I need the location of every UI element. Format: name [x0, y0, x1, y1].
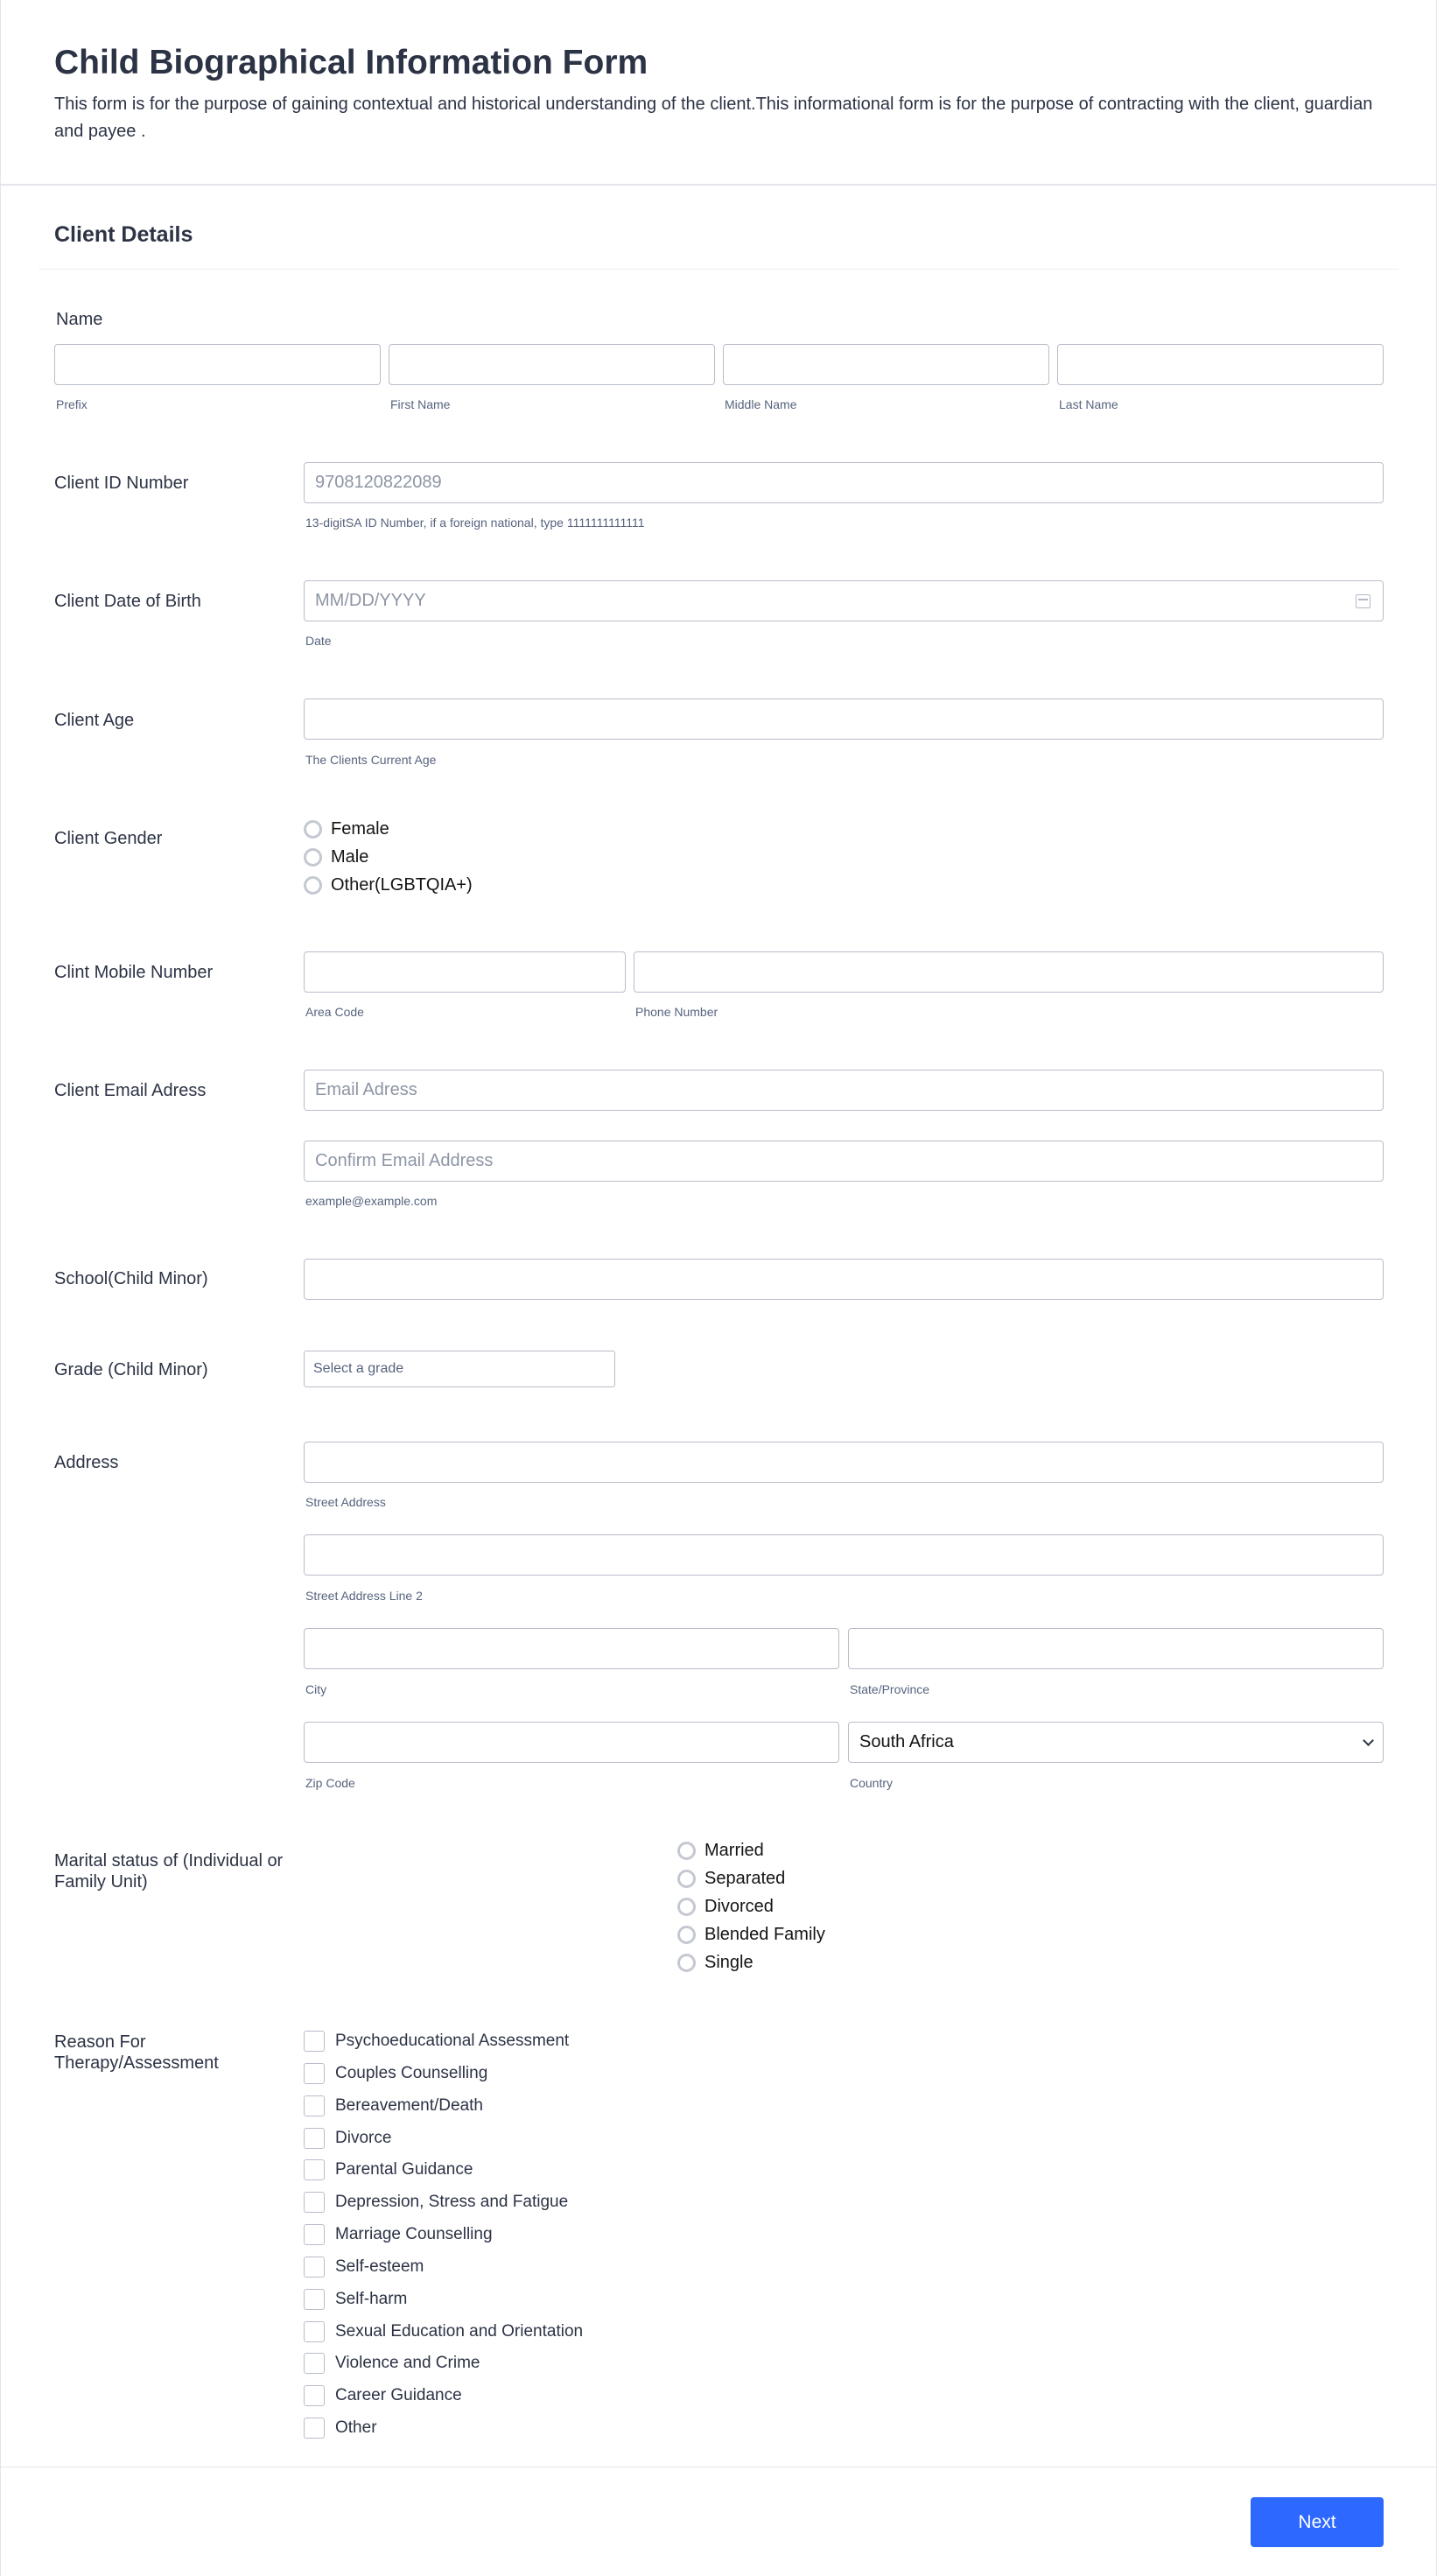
age-input[interactable]	[304, 698, 1384, 740]
city-sublabel: City	[305, 1682, 327, 1696]
form-description: This form is for the purpose of gaining contextual and historical understanding of the client.This informational form is for the purpose of contracting with the client, guardian and payee .	[54, 95, 1373, 141]
marital-option-blended-family[interactable]: Blended Family	[677, 1925, 825, 1945]
reason-option[interactable]: Self-esteem	[304, 2257, 424, 2278]
first-name-input[interactable]	[389, 344, 715, 385]
marital-option-divorced[interactable]: Divorced	[677, 1897, 774, 1917]
radio-icon[interactable]	[677, 1926, 696, 1944]
checkbox-icon[interactable]	[304, 2289, 325, 2310]
radio-icon[interactable]	[304, 848, 322, 867]
checkbox-icon[interactable]	[304, 2095, 325, 2116]
checkbox-icon[interactable]	[304, 2128, 325, 2149]
street-address-2-input[interactable]	[304, 1534, 1384, 1576]
checkbox-icon[interactable]	[304, 2159, 325, 2180]
gender-label: Client Gender	[54, 829, 163, 848]
age-label: Client Age	[54, 711, 135, 730]
prefix-input[interactable]	[54, 344, 381, 385]
mobile-label: Clint Mobile Number	[54, 963, 214, 982]
area-code-sublabel: Area Code	[305, 1005, 364, 1019]
form-title: Child Biographical Information Form	[54, 44, 648, 81]
age-sublabel: The Clients Current Age	[305, 753, 437, 767]
grade-label: Grade (Child Minor)	[54, 1360, 208, 1379]
dob-input[interactable]	[304, 580, 1384, 621]
zip-code-sublabel: Zip Code	[305, 1776, 355, 1790]
country-value: South Africa	[859, 1732, 954, 1751]
radio-icon[interactable]	[677, 1870, 696, 1888]
checkbox-icon[interactable]	[304, 2192, 325, 2213]
confirm-email-input[interactable]	[304, 1141, 1384, 1182]
reason-option[interactable]: Marriage Counselling	[304, 2224, 493, 2245]
email-input[interactable]	[304, 1070, 1384, 1111]
marital-option-single[interactable]: Single	[677, 1953, 754, 1973]
checkbox-icon[interactable]	[304, 2353, 325, 2374]
address-label: Address	[54, 1453, 119, 1472]
chevron-down-icon	[1363, 1735, 1374, 1746]
email-label: Client Email Adress	[54, 1081, 207, 1100]
reason-option[interactable]: Career Guidance	[304, 2385, 462, 2406]
gender-option-male[interactable]: Male	[304, 847, 368, 867]
id-number-label: Client ID Number	[54, 474, 189, 493]
gender-option-female[interactable]: Female	[304, 819, 389, 839]
checkbox-icon[interactable]	[304, 2321, 325, 2342]
street-address-sublabel: Street Address	[305, 1495, 386, 1509]
radio-icon[interactable]	[677, 1954, 696, 1972]
state-sublabel: State/Province	[850, 1682, 930, 1696]
middle-name-sublabel: Middle Name	[725, 397, 797, 411]
checkbox-icon[interactable]	[304, 2063, 325, 2084]
reason-option[interactable]: Self-harm	[304, 2289, 407, 2310]
phone-number-input[interactable]	[634, 951, 1384, 993]
prefix-sublabel: Prefix	[56, 397, 88, 411]
phone-number-sublabel: Phone Number	[635, 1005, 718, 1019]
section-divider	[39, 269, 1398, 270]
school-label: School(Child Minor)	[54, 1269, 208, 1288]
last-name-input[interactable]	[1057, 344, 1384, 385]
checkbox-icon[interactable]	[304, 2418, 325, 2439]
name-label: Name	[56, 310, 103, 329]
checkbox-icon[interactable]	[304, 2385, 325, 2406]
zip-code-input[interactable]	[304, 1722, 839, 1763]
country-sublabel: Country	[850, 1776, 894, 1790]
form-header	[0, 0, 1437, 186]
reason-option[interactable]: Sexual Education and Orientation	[304, 2321, 583, 2342]
id-number-input[interactable]	[304, 462, 1384, 503]
calendar-icon[interactable]	[1356, 594, 1370, 608]
form-footer	[0, 2467, 1437, 2576]
radio-icon[interactable]	[304, 820, 322, 839]
id-number-sublabel: 13-digitSA ID Number, if a foreign national, type 1111111111111	[305, 516, 645, 530]
marital-status-label: Marital status of (Individual or Family Unit)	[54, 1851, 284, 1892]
country-select[interactable]	[848, 1722, 1384, 1763]
state-input[interactable]	[848, 1628, 1384, 1669]
reason-option[interactable]: Psychoeducational Assessment	[304, 2031, 569, 2052]
street-address-2-sublabel: Street Address Line 2	[305, 1589, 423, 1603]
middle-name-input[interactable]	[723, 344, 1049, 385]
first-name-sublabel: First Name	[390, 397, 451, 411]
reason-option[interactable]: Depression, Stress and Fatigue	[304, 2192, 568, 2213]
marital-option-married[interactable]: Married	[677, 1841, 764, 1861]
checkbox-icon[interactable]	[304, 2031, 325, 2052]
checkbox-icon[interactable]	[304, 2257, 325, 2278]
street-address-input[interactable]	[304, 1442, 1384, 1483]
next-button[interactable]: Next	[1251, 2497, 1384, 2547]
reason-option[interactable]: Parental Guidance	[304, 2159, 473, 2180]
dob-label: Client Date of Birth	[54, 592, 201, 611]
marital-option-separated[interactable]: Separated	[677, 1869, 785, 1889]
last-name-sublabel: Last Name	[1059, 397, 1118, 411]
reason-option[interactable]: Couples Counselling	[304, 2063, 487, 2084]
reason-label: Reason For Therapy/Assessment	[54, 2032, 219, 2073]
reason-option[interactable]: Divorce	[304, 2128, 391, 2149]
reason-option[interactable]: Bereavement/Death	[304, 2095, 483, 2116]
radio-icon[interactable]	[304, 876, 322, 895]
school-input[interactable]	[304, 1259, 1384, 1300]
email-sublabel: example@example.com	[305, 1194, 438, 1208]
section-title: Client Details	[54, 222, 193, 247]
radio-icon[interactable]	[677, 1842, 696, 1860]
reason-option[interactable]: Violence and Crime	[304, 2353, 480, 2374]
gender-option-other[interactable]: Other(LGBTQIA+)	[304, 875, 473, 895]
radio-icon[interactable]	[677, 1898, 696, 1916]
checkbox-icon[interactable]	[304, 2224, 325, 2245]
dob-sublabel: Date	[305, 634, 332, 648]
grade-select[interactable]: Select a grade	[304, 1351, 615, 1387]
city-input[interactable]	[304, 1628, 839, 1669]
reason-option[interactable]: Other	[304, 2418, 377, 2439]
area-code-input[interactable]	[304, 951, 626, 993]
